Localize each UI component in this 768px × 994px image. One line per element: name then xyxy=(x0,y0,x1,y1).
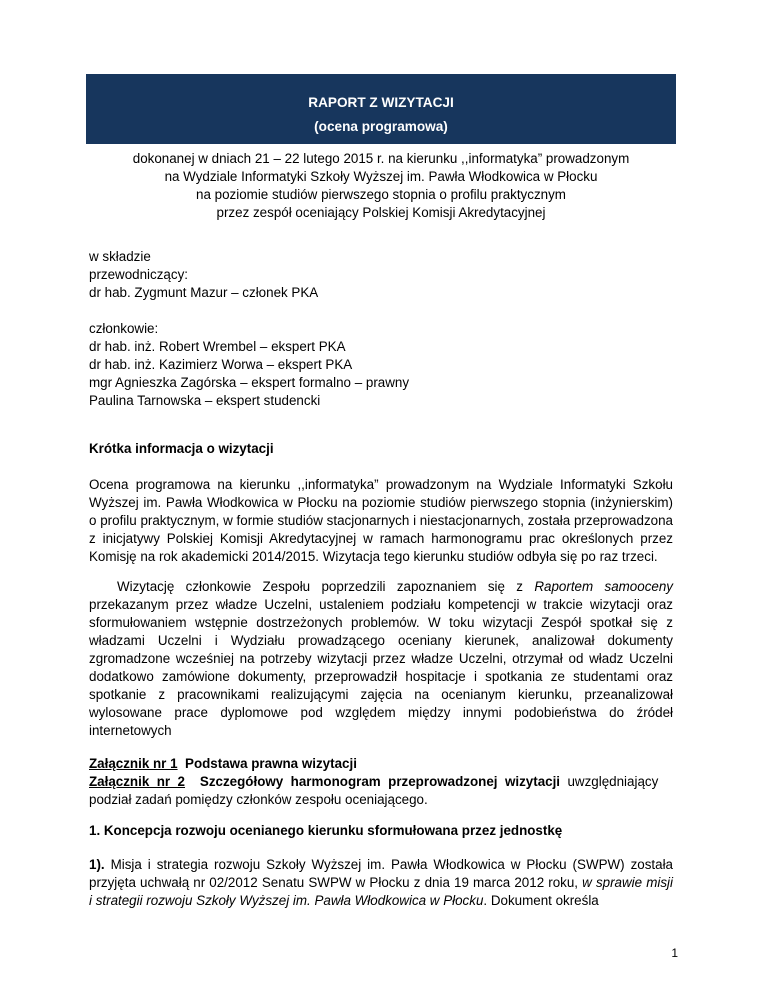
visit-info-heading: Krótka informacja o wizytacji xyxy=(89,441,274,456)
para-italic-text: w sprawie misji i strategii rozwoju Szkoły Wyższej im. Pawła Włodkowica w Płocku xyxy=(89,875,673,908)
report-subtitle: (ocena programowa) xyxy=(314,119,448,134)
para-text: . Dokument określa xyxy=(483,893,599,908)
member-item: dr hab. inż. Kazimierz Worwa – ekspert PKA xyxy=(89,357,353,372)
para-text: Misja i strategia rozwoju Szkoły Wyższej im. Pawła Włodkowica w Płocku (SWPW) została przyjęta uchwałą nr 02/2012 Senatu SWPW w Płocku z dnia 19 marca 2012 roku, xyxy=(89,857,673,890)
members-block xyxy=(89,320,673,410)
attachment-2-rest: uwzględniający xyxy=(560,774,659,789)
chair-block xyxy=(89,248,673,302)
attachment-2-line2: podział zadań pomiędzy członków zespołu oceniającego. xyxy=(89,792,428,807)
report-title: RAPORT Z WIZYTACJI xyxy=(308,95,454,110)
members-label: członkowie: xyxy=(89,321,159,336)
member-item: Paulina Tarnowska – ekspert studencki xyxy=(89,393,321,408)
chair-name: dr hab. Zygmunt Mazur – członek PKA xyxy=(89,285,319,300)
para-text: Wizytację członkowie Zespołu poprzedzili zapoznaniem się z xyxy=(117,579,535,594)
title-banner xyxy=(86,74,676,144)
attachment-1-title: Podstawa prawna wizytacji xyxy=(177,756,357,771)
section-1-paragraph xyxy=(89,856,673,910)
para-italic-text: Raportem samooceny xyxy=(534,579,673,594)
intro-line: na poziomie studiów pierwszego stopnia o profilu praktycznym xyxy=(196,187,566,202)
composition-label: w składzie xyxy=(89,249,151,264)
intro-block xyxy=(89,150,673,222)
attachment-2-label: Załącznik nr 2 xyxy=(89,774,186,789)
intro-line: przez zespół oceniający Polskiej Komisji Akredytacyjnej xyxy=(216,205,546,220)
attachments-block xyxy=(89,755,673,809)
intro-line: dokonanej w dniach 21 – 22 lutego 2015 r. na kierunku ,,informatyka” prowadzonym xyxy=(132,151,630,166)
attachment-2-title: Szczegółowy harmonogram przeprowadzonej wizytacji xyxy=(185,774,561,789)
section-1-number: 1). xyxy=(89,857,105,872)
para-text: przekazanym przez władze Uczelni, ustaleniem podziału kompetencji w trakcie wizytacji oraz sformułowaniem wstępnie dostrzeżonych problemów. W toku wizytacji Zespół spotkał się z władzami Uczelni i Wydziału prowadzącego oceniany kierunek, analizował dokumenty zgromadzone wcześniej na potrzeby wizytacji przez władze Uczelni, otrzymał od władz Uczelni dodatkowo zamówione dokumenty, przeprowadził hospitacje i spotkania ze studentami oraz spotkanie z pracownikami realizującymi zajęcia na ocenianym kierunku, przeanalizował wylosowane prace dyplomowe pod względem między innymi podobieństwa do źródeł internetowych xyxy=(89,597,673,738)
page-number: 1 xyxy=(671,946,678,960)
intro-line: na Wydziale Informatyki Szkoły Wyższej im. Pawła Włodkowica w Płocku xyxy=(164,169,598,184)
member-item: mgr Agnieszka Zagórska – ekspert formalno – prawny xyxy=(89,375,410,390)
chair-label: przewodniczący: xyxy=(89,267,188,282)
member-item: dr hab. inż. Robert Wrembel – ekspert PKA xyxy=(89,339,346,354)
visit-info-paragraph-2 xyxy=(89,578,673,740)
visit-info-paragraph-1: Ocena programowa na kierunku ,,informatyka” prowadzonym na Wydziale Informatyki Szkołu Wyższej im. Pawła Włodkowica w Płocku na poziomie studiów pierwszego stopnia (inżynierskim) o profilu praktycznym, w formie studiów stacjonarnych i niestacjonarnych, została przeprowadzona z inicjatywy Polskiej Komisji Akredytacyjnej w ramach harmonogramu prac określonych przez Komisję na rok akademicki 2014/2015. Wizytacja tego kierunku studiów odbyła się po raz trzeci. xyxy=(89,477,673,564)
section-1-heading: 1. Koncepcja rozwoju ocenianego kierunku sformułowana przez jednostkę xyxy=(89,823,563,838)
attachment-1-label: Załącznik nr 1 xyxy=(89,756,178,771)
